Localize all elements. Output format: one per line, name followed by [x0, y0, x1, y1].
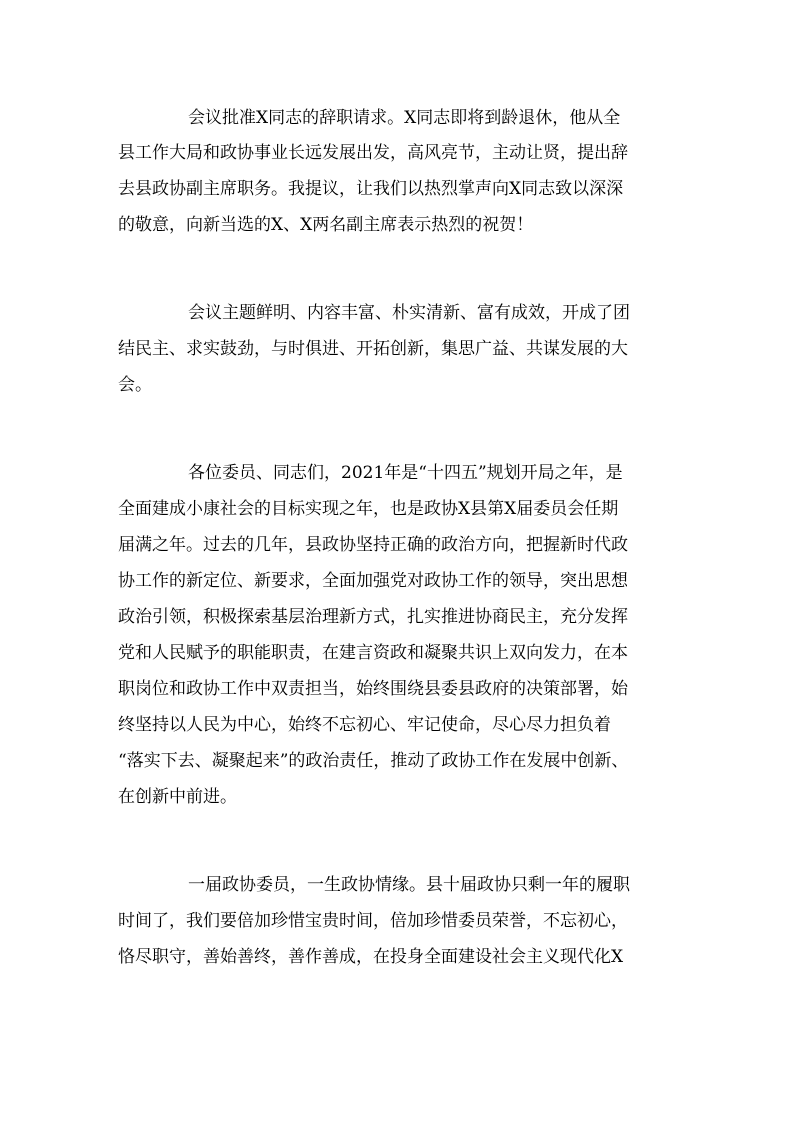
- text-line: 在创新中前进。: [118, 787, 237, 807]
- text-line: “落实下去、凝聚起来”的政治责任，推动了政协工作在发展中创新、: [118, 751, 629, 771]
- text-line: 会。: [118, 375, 152, 395]
- text-line: 各位委员、同志们，2021年是“十四五”规划开局之年，是: [188, 463, 623, 483]
- text-line: 结民主、求实鼓劲，与时俱进、开拓创新，集思广益、共谋发展的大: [118, 339, 628, 359]
- text-line: 职岗位和政协工作中双责担当，始终围绕县委县政府的决策部署，始: [118, 679, 628, 699]
- text-line: 会议主题鲜明、内容丰富、朴实清新、富有成效，开成了团: [188, 303, 630, 323]
- text-line: 的敬意，向新当选的X、X两名副主席表示热烈的祝贺！: [118, 215, 534, 235]
- text-line: 恪尽职守，善始善终，善作善成，在投身全面建设社会主义现代化X: [118, 947, 624, 967]
- text-line: 时间了，我们要倍加珍惜宝贵时间，倍加珍惜委员荣誉，不忘初心，: [118, 911, 628, 931]
- text-line: 届满之年。过去的几年，县政协坚持正确的政治方向，把握新时代政: [118, 535, 628, 555]
- text-line: 政治引领，积极探索基层治理新方式，扎实推进协商民主，充分发挥: [118, 607, 628, 627]
- text-line: 县工作大局和政协事业长远发展出发，高风亮节，主动让贤，提出辞: [118, 143, 628, 163]
- text-line: 党和人民赋予的职能职责，在建言资政和凝聚共识上双向发力，在本: [118, 643, 628, 663]
- text-line: 协工作的新定位、新要求，全面加强党对政协工作的领导，突出思想: [118, 571, 628, 591]
- text-line: 终坚持以人民为中心，始终不忘初心、牢记使命，尽心尽力担负着: [118, 715, 611, 735]
- text-line: 会议批准X同志的辞职请求。X同志即将到龄退休，他从全: [188, 108, 621, 128]
- text-line: 全面建成小康社会的目标实现之年，也是政协X县第X届委员会任期: [118, 499, 619, 519]
- text-line: 去县政协副主席职务。我提议，让我们以热烈掌声向X同志致以深深: [118, 179, 624, 199]
- text-line: 一届政协委员，一生政协情缘。县十届政协只剩一年的履职: [188, 875, 630, 895]
